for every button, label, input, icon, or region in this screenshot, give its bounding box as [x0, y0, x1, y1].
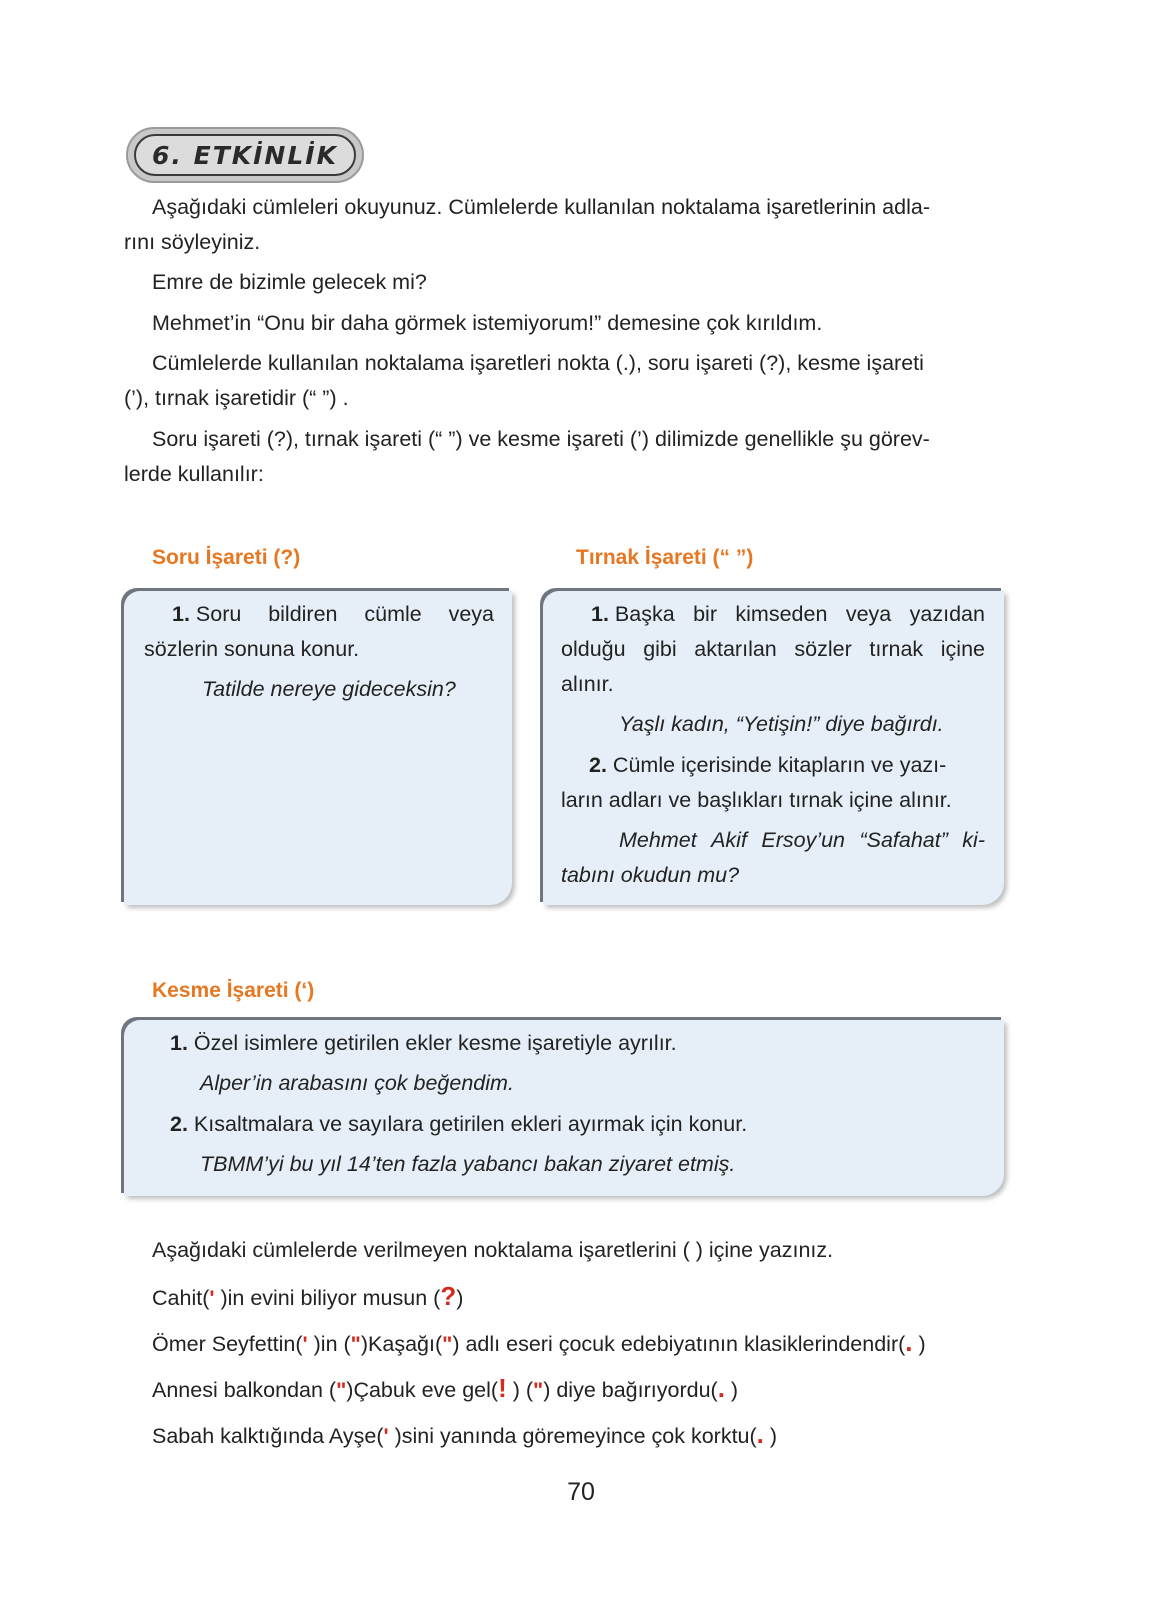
word: olduğu [561, 637, 626, 661]
tirnak-rule-1-number: 1. [591, 602, 609, 626]
soru-rule-1-example: Tatilde nereye gideceksin? [202, 677, 456, 701]
sentence-text: Ömer Seyfettin( [152, 1332, 303, 1356]
answer-mark: ' [209, 1286, 215, 1310]
answer-mark: " [533, 1378, 544, 1402]
answer-mark: ! [498, 1373, 507, 1403]
word: “Safahat” [859, 828, 948, 852]
answer-mark: " [350, 1332, 361, 1356]
soru-section-title: Soru İşareti (?) [152, 546, 301, 569]
tirnak-rule-2-line-2: ların adları ve başlıkları tırnak içine alınır. [561, 788, 952, 812]
tirnak-rule-1-line-1 [591, 597, 985, 632]
answer-mark: . [717, 1373, 725, 1403]
word: aktarılan [694, 637, 777, 661]
sentence-text: ) [912, 1332, 926, 1356]
answer-mark: . [756, 1419, 764, 1449]
sentence-text: )in ( [307, 1332, 351, 1356]
word: veya [448, 602, 494, 626]
word: veya [845, 602, 892, 626]
sentence-text: ) [724, 1378, 739, 1402]
kesme-rule-2-example: TBMM’yi bu yıl 14’ten fazla yabancı bakan ziyaret etmiş. [200, 1152, 736, 1176]
kesme-section-title: Kesme İşareti (‘) [152, 979, 315, 1002]
answer-mark: . [905, 1327, 913, 1357]
tirnak-rule-2-example-line-1 [619, 823, 985, 858]
exercise-instruction: Aşağıdaki cümlelerde verilmeyen noktalama işaretlerini ( ) içine yazınız. [152, 1238, 834, 1262]
exercise-sentence-2 [152, 1325, 926, 1362]
word: bir [693, 602, 717, 626]
word: gibi [643, 637, 677, 661]
intro-explanation-line-1: Cümlelerde kullanılan noktalama işaretleri nokta (.), soru işareti (?), kesme işareti [152, 351, 924, 375]
sentence-text: )Kaşağı( [360, 1332, 443, 1356]
sentence-text: ) diye bağırıyordu( [543, 1378, 718, 1402]
intro-explanation-line-2: (’), tırnak işaretidir (“ ”) . [124, 386, 349, 410]
word: Akif [711, 828, 747, 852]
answer-mark: " [336, 1378, 347, 1402]
tirnak-rule-1-example: Yaşlı kadın, “Yetişin!” diye bağırdı. [619, 712, 944, 736]
word: Ersoy’un [761, 828, 846, 852]
sentence-text: ) [456, 1286, 464, 1310]
exercise-sentence-4 [152, 1417, 777, 1454]
word: sözler [794, 637, 852, 661]
word: içine [940, 637, 985, 661]
exercise-sentence-3 [152, 1371, 738, 1408]
activity-badge [126, 127, 364, 183]
tirnak-rule-2-text: Cümle içerisinde kitapların ve yazı- [612, 753, 947, 777]
sentence-text: ) adlı eseri çocuk edebiyatının klasiklerindendir( [452, 1332, 906, 1356]
intro-explanation [124, 346, 1006, 416]
exercise-sentence-1 [152, 1279, 463, 1316]
word: Başka [614, 602, 675, 626]
tirnak-rule-2-example-line-2: tabını okudun mu? [561, 863, 740, 887]
intro-usage-line-2: lerde kullanılır: [124, 462, 264, 486]
word: Mehmet [619, 828, 697, 852]
soru-rule-1-line-1 [172, 597, 494, 632]
answer-mark: ' [302, 1332, 308, 1356]
kesme-rule-1-example: Alper’in arabasını çok beğendim. [200, 1071, 514, 1095]
word: kimseden [735, 602, 828, 626]
sentence-text: Annesi balkondan ( [152, 1378, 337, 1402]
intro-usage [124, 422, 1006, 492]
intro-example-2: Mehmet’in “Onu bir daha görmek istemiyorum!” demesine çok kırıldım. [152, 311, 823, 335]
intro-instruction-line-1: Aşağıdaki cümleleri okuyunuz. Cümlelerde kullanılan noktalama işaretlerinin adla- [152, 195, 930, 219]
tirnak-rule-box [543, 591, 1004, 905]
sentence-text: )in evini biliyor musun ( [214, 1286, 441, 1310]
activity-badge-label: 6. ETKİNLİK [134, 134, 356, 176]
intro-usage-line-1: Soru işareti (?), tırnak işareti (“ ”) ve kesme işareti (’) dilimizde genellikle şu görev- [152, 427, 930, 451]
page-number: 70 [567, 1478, 595, 1506]
soru-rule-1-number: 1. [172, 602, 190, 626]
sentence-text: ) ( [506, 1378, 534, 1402]
sentence-text: Sabah kalktığında Ayşe( [152, 1424, 384, 1448]
word: tırnak [869, 637, 924, 661]
sentence-text: Cahit( [152, 1286, 210, 1310]
kesme-rule-1-number: 1. [170, 1031, 188, 1055]
word: yazıdan [909, 602, 985, 626]
intro-example-1: Emre de bizimle gelecek mi? [152, 270, 427, 294]
intro-instruction [124, 190, 1006, 260]
word: cümle [364, 602, 422, 626]
soru-rule-box [124, 591, 512, 905]
soru-rule-1-line-2: sözlerin sonuna konur. [144, 637, 360, 661]
word: ki- [962, 828, 985, 852]
word: bildiren [268, 602, 338, 626]
answer-mark: ' [383, 1424, 389, 1448]
tirnak-rule-2-line-1 [589, 748, 946, 783]
sentence-text: ) [763, 1424, 778, 1448]
answer-mark: " [442, 1332, 453, 1356]
tirnak-section-title: Tırnak İşareti (“ ”) [576, 546, 754, 569]
tirnak-rule-1-line-3: alınır. [561, 672, 614, 696]
kesme-rule-2-number: 2. [170, 1112, 188, 1136]
sentence-text: )sini yanında göremeyince çok korktu( [388, 1424, 757, 1448]
kesme-rule-2-text: Kısaltmalara ve sayılara getirilen ekleri ayırmak için konur. [193, 1112, 748, 1136]
kesme-rule-2 [170, 1107, 747, 1142]
intro-instruction-line-2: rını söyleyiniz. [124, 230, 261, 254]
kesme-rule-1-text: Özel isimlere getirilen ekler kesme işaretiyle ayrılır. [193, 1031, 677, 1055]
word: Soru [195, 602, 242, 626]
kesme-rule-box [124, 1020, 1004, 1196]
answer-mark: ? [440, 1281, 457, 1311]
tirnak-rule-1-line-2 [561, 632, 985, 667]
tirnak-rule-2-number: 2. [589, 753, 607, 777]
sentence-text: )Çabuk eve gel( [346, 1378, 499, 1402]
kesme-rule-1 [170, 1026, 677, 1061]
